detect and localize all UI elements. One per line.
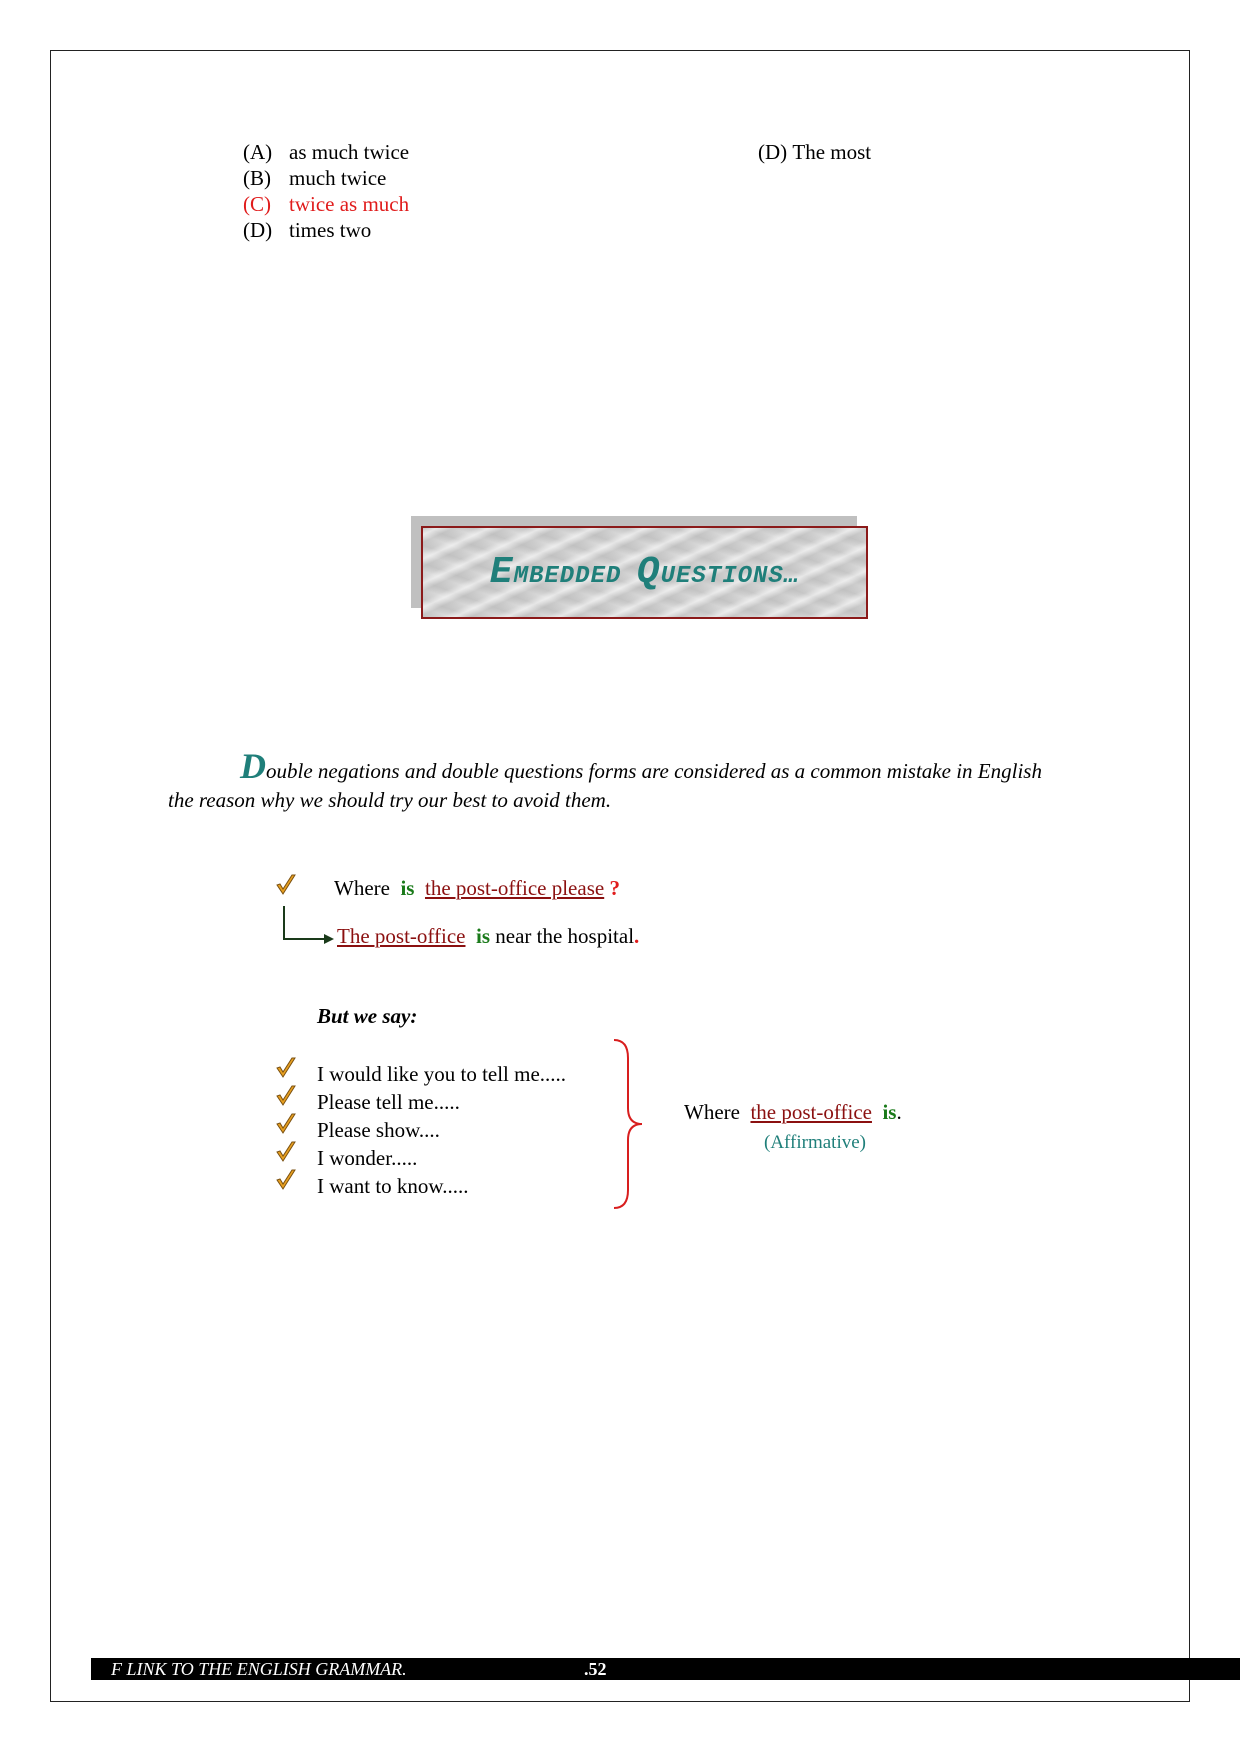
check-icon [274, 1140, 298, 1164]
page-number: .52 [584, 1659, 607, 1679]
page-frame [50, 50, 1190, 1702]
intro-paragraph: Double negations and double questions forms are considered as a common mistake in English the reason why we should try our best to avoid them. [168, 746, 1042, 812]
section-title: EMBEDDED QUESTIONS… [489, 551, 800, 594]
section-banner [421, 526, 868, 619]
phrase-item: I would like you to tell me..... [317, 1062, 567, 1086]
check-icon [274, 1084, 298, 1108]
option-b: (B) much twice [243, 166, 387, 190]
option-d: (D) times two [243, 218, 372, 242]
phrase-item: Please show.... [317, 1118, 440, 1142]
footer-title: F LINK TO THE ENGLISH GRAMMAR. [111, 1659, 407, 1679]
but-we-say-heading: But we say: [317, 1004, 418, 1028]
option-a: (A) as much twice [243, 140, 410, 164]
check-icon [274, 1112, 298, 1136]
check-icon [274, 873, 298, 897]
option-c-correct: (C) twice as much [243, 192, 410, 216]
check-icon [274, 1056, 298, 1080]
right-brace-icon [610, 1038, 646, 1210]
phrase-item: Please tell me..... [317, 1090, 460, 1114]
phrase-item: I want to know..... [317, 1174, 469, 1198]
phrase-item: I wonder..... [317, 1146, 418, 1170]
example-question: Where is the post-office please ? [334, 876, 620, 900]
option-d-right: (D) The most [758, 140, 872, 164]
example-answer: The post-office is near the hospital. [337, 924, 640, 948]
drop-cap: D [240, 746, 266, 786]
check-icon [274, 1168, 298, 1192]
affirmative-note: (Affirmative) [764, 1132, 866, 1153]
elbow-arrow-icon [280, 905, 338, 947]
page-footer [91, 1658, 1240, 1680]
affirmative-result: Where the post-office is. [684, 1100, 902, 1124]
